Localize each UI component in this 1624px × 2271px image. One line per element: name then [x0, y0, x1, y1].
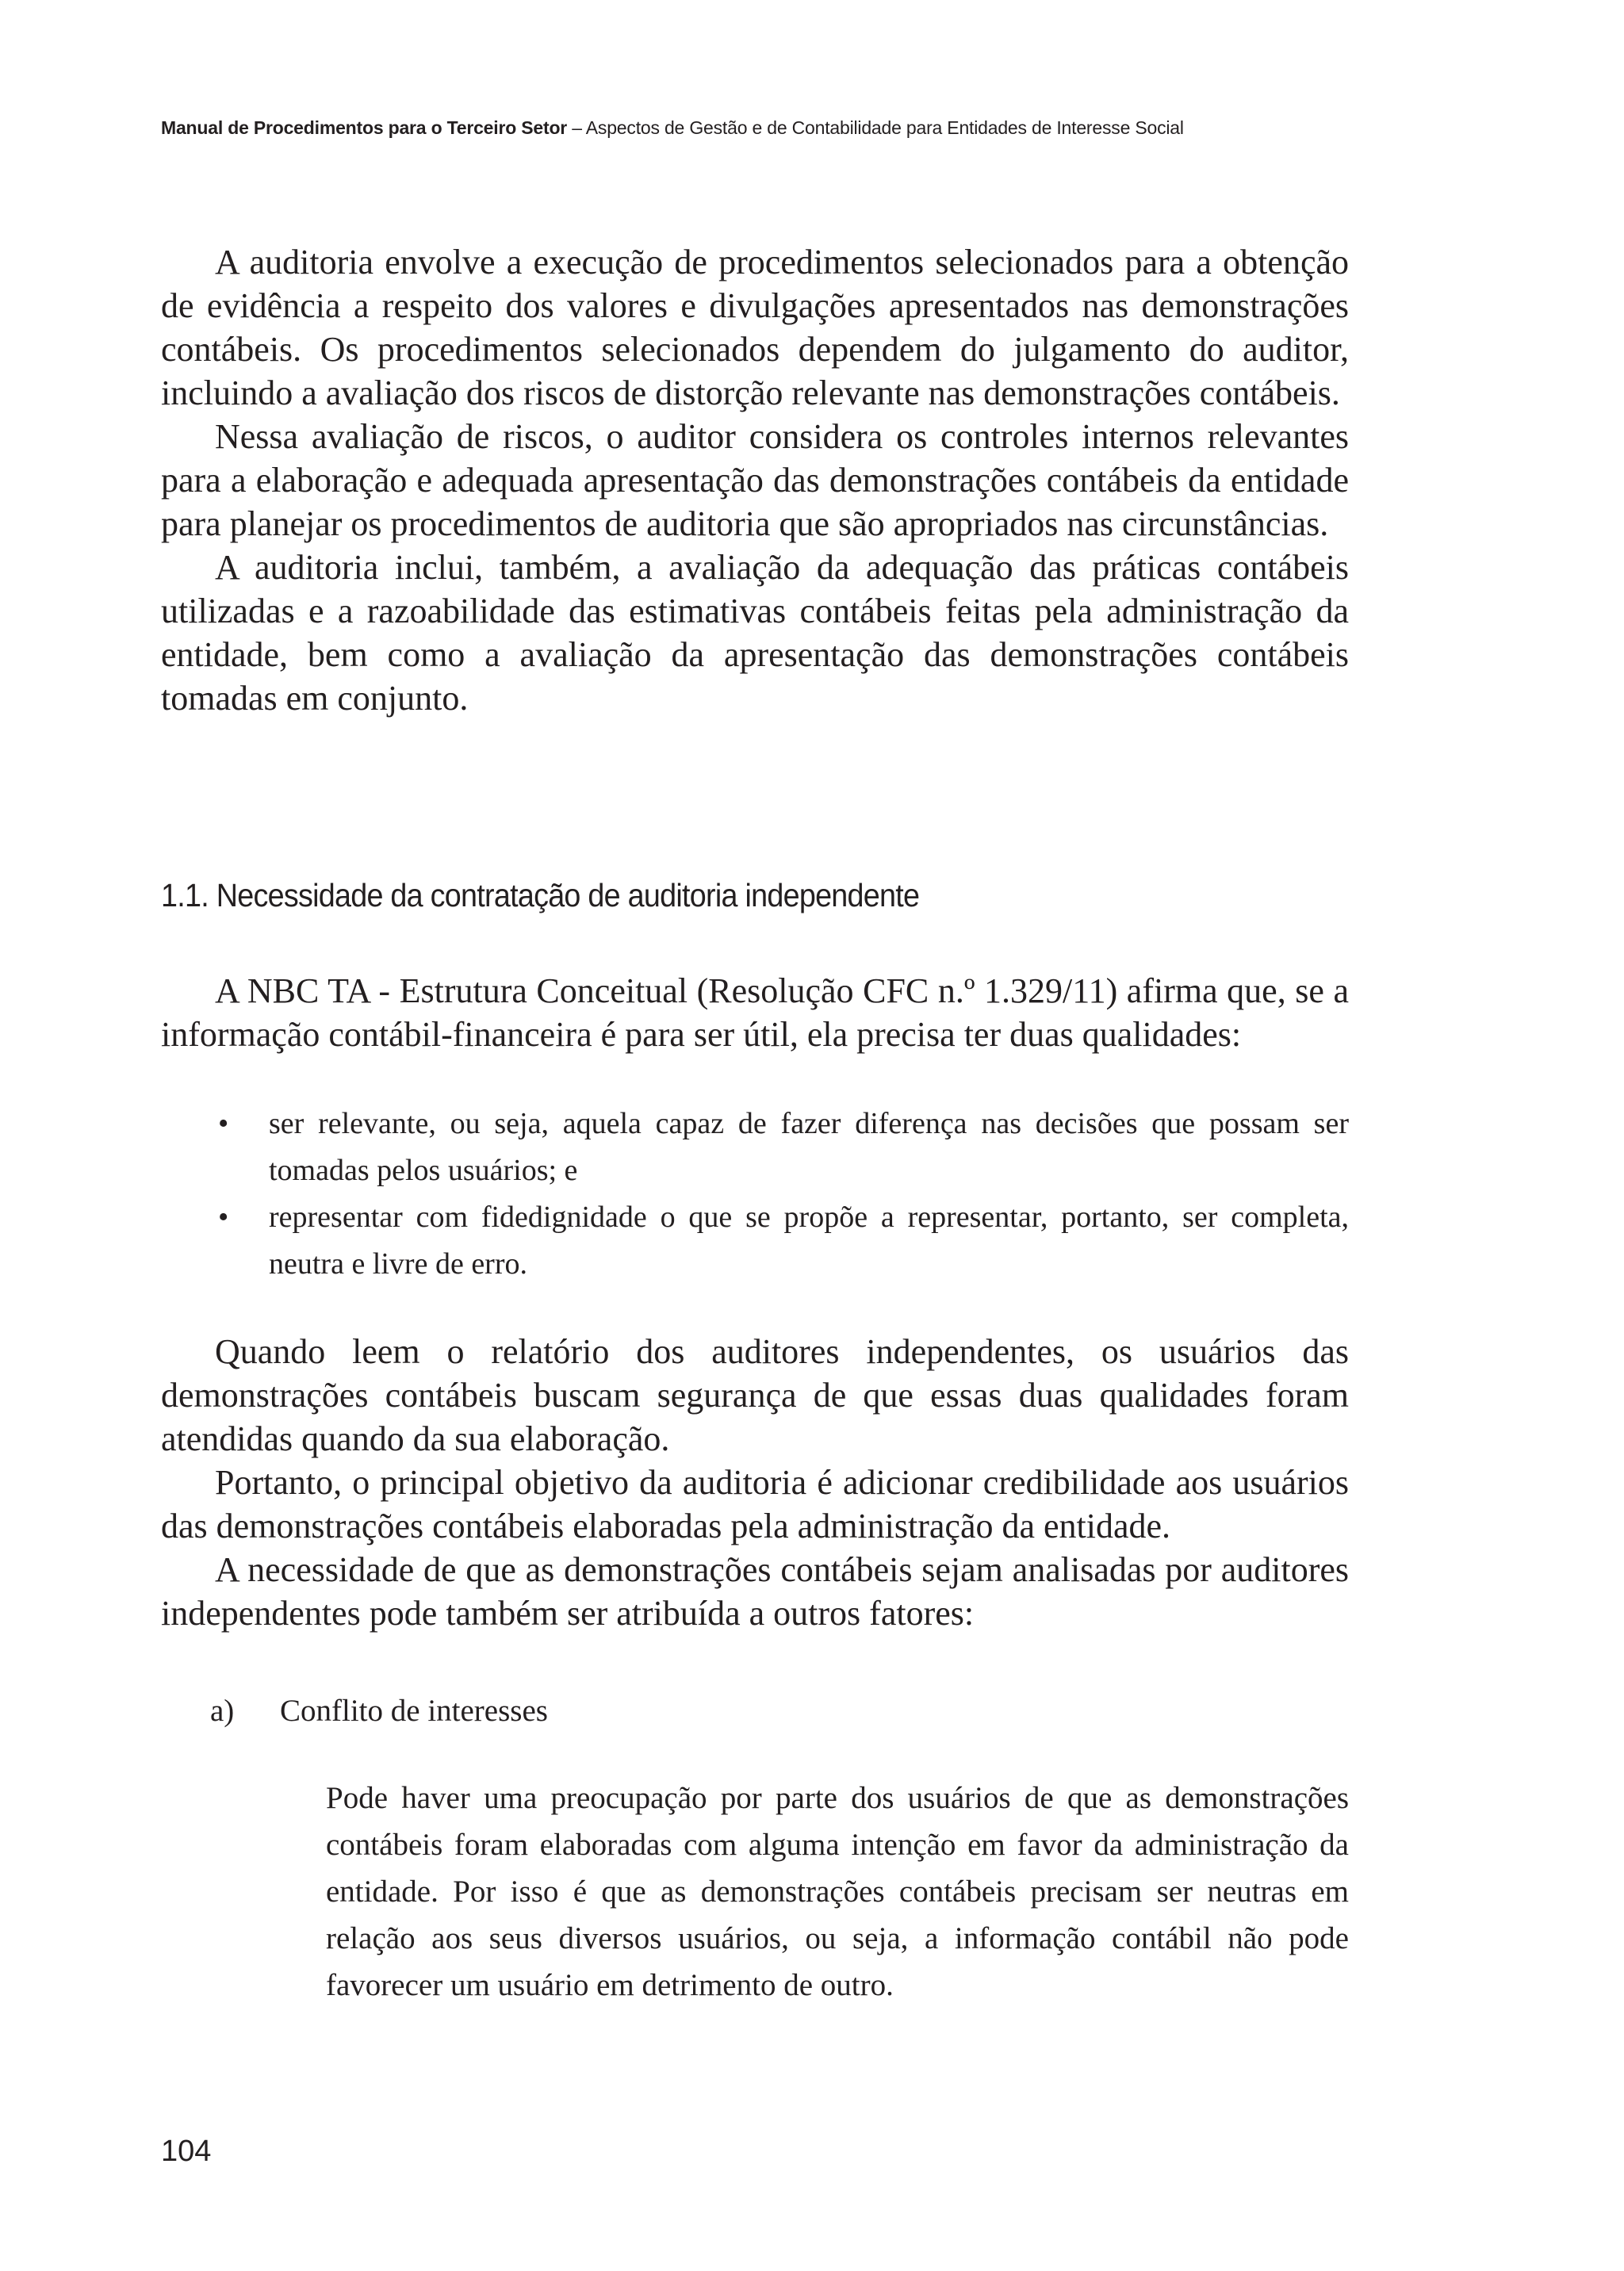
page-number: 104 [161, 2135, 212, 2168]
running-header [161, 117, 1350, 139]
paragraph: A auditoria envolve a execução de procedimentos selecionados para a obtenção de evidência a respeito dos valores e divulgações apresentados nas demonstrações contábeis. Os procedimentos selecionados dependem do julgamento do auditor, incluindo a avaliação dos riscos de distorção relevante nas demonstrações contábeis. [161, 243, 1349, 412]
paragraph: A NBC TA - Estrutura Conceitual (Resolução CFC n.º 1.329/11) afirma que, se a informação contábil-financeira é para ser útil, ela precisa ter duas qualidades: [161, 971, 1349, 1054]
section-heading: 1.1. Necessidade da contratação de auditoria independente [161, 877, 920, 913]
bullet-text: representar com fidedignidade o que se propõe a representar, portanto, ser completa, neutra e livre de erro. [269, 1201, 1349, 1281]
list-label: Conflito de interesses [280, 1694, 548, 1728]
closing-text-block [161, 1330, 1349, 1635]
indented-quote: Pode haver uma preocupação por parte dos usuários de que as demonstrações contábeis foram elaboradas com alguma intenção em favor da administração da entidade. Por isso é que as demonstrações contábeis precisam ser neutras em relação aos seus diversos usuários, ou seja, a informação contábil não pode favorecer um usuário em detrimento de outro. [326, 1781, 1349, 2002]
lettered-list-item [210, 1689, 548, 1733]
list-marker: a) [210, 1694, 235, 1728]
nbc-text-block [161, 969, 1349, 1056]
bullet-marker: • [218, 1107, 229, 1140]
paragraph: Nessa avaliação de riscos, o auditor considera os controles internos relevantes para a elaboração e adequada apresentação das demonstrações contábeis da entidade para planejar os procedimentos de auditoria que são apropriados nas circunstâncias. [161, 417, 1349, 543]
bullet-text: ser relevante, ou seja, aquela capaz de fazer diferença nas decisões que possam ser tomadas pelos usuários; e [269, 1107, 1349, 1187]
paragraph: A auditoria inclui, também, a avaliação da adequação das práticas contábeis utilizadas e a razoabilidade das estimativas contábeis feitas pela administração da entidade, bem como a avaliação da apresentação das demonstrações contábeis tomadas em conjunto. [161, 548, 1349, 718]
running-header-title: Manual de Procedimentos para o Terceiro Setor [161, 117, 568, 138]
list-item [161, 1101, 1349, 1194]
bullet-marker: • [218, 1201, 229, 1234]
list-item [161, 1194, 1349, 1288]
intro-text-block [161, 240, 1349, 720]
running-header-subtitle: – Aspectos de Gestão e de Contabilidade para Entidades de Interesse Social [567, 117, 1184, 138]
bullet-list [161, 1101, 1349, 1288]
paragraph: A necessidade de que as demonstrações contábeis sejam analisadas por auditores independentes pode também ser atribuída a outros fatores: [161, 1550, 1349, 1633]
paragraph: Portanto, o principal objetivo da auditoria é adicionar credibilidade aos usuários das demonstrações contábeis elaboradas pela administração da entidade. [161, 1463, 1349, 1545]
paragraph: Quando leem o relatório dos auditores independentes, os usuários das demonstrações contábeis buscam segurança de que essas duas qualidades foram atendidas quando da sua elaboração. [161, 1332, 1349, 1458]
